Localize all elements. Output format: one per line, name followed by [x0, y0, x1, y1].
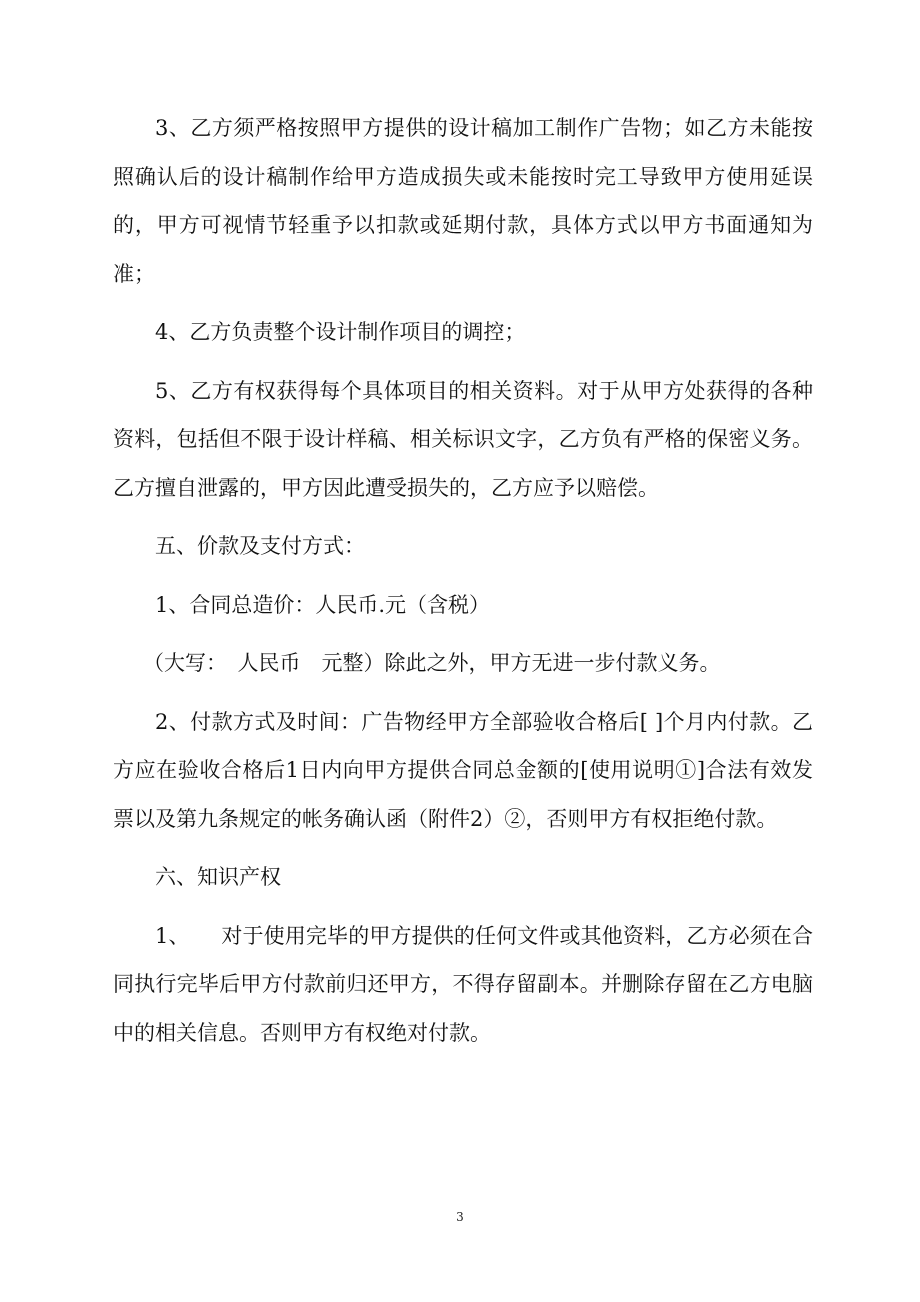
document-body — [113, 104, 813, 1057]
clause-4-3: 3、乙方须严格按照甲方提供的设计稿加工制作广告物；如乙方未能按照确认后的设计稿制作给甲方造成损失或未能按时完工导致甲方使用延误的，甲方可视情节轻重予以扣款或延期付款，具体方式以甲方书面通知为准； — [113, 116, 813, 286]
clause-6-1: 1、 对于使用完毕的甲方提供的任何文件或其他资料，乙方必须在合同执行完毕后甲方付款前归还甲方，不得存留副本。并删除存留在乙方电脑中的相关信息。否则甲方有权绝对付款。 — [113, 923, 813, 1045]
clause-5-1: 1、合同总造价：人民币.元（含税） — [155, 592, 491, 617]
clause-4-4: 4、乙方负责整个设计制作项目的调控； — [155, 320, 526, 344]
page-number: 3 — [456, 1210, 464, 1224]
clause-5-2: 2、付款方式及时间：广告物经甲方全部验收合格后[ ]个月内付款。乙方应在验收合格后1日内向甲方提供合同总金额的[使用说明①]合法有效发票以及第九条规定的帐务确认函（附件2）②，否则甲方有权拒绝付款。 — [113, 709, 813, 831]
section-heading-ip: 六、知识产权 — [155, 865, 281, 889]
clause-4-5: 5、乙方有权获得每个具体项目的相关资料。对于从甲方处获得的各种资料，包括但不限于设计样稿、相关标识文字，乙方负有严格的保密义务。乙方擅自泄露的，甲方因此遭受损失的，乙方应予以赔偿。 — [113, 378, 813, 500]
clause-5-1-amount-in-words: （大写： 人民币 元整）除此之外，甲方无进一步付款义务。 — [143, 651, 721, 675]
section-heading-payment: 五、价款及支付方式： — [155, 534, 365, 558]
